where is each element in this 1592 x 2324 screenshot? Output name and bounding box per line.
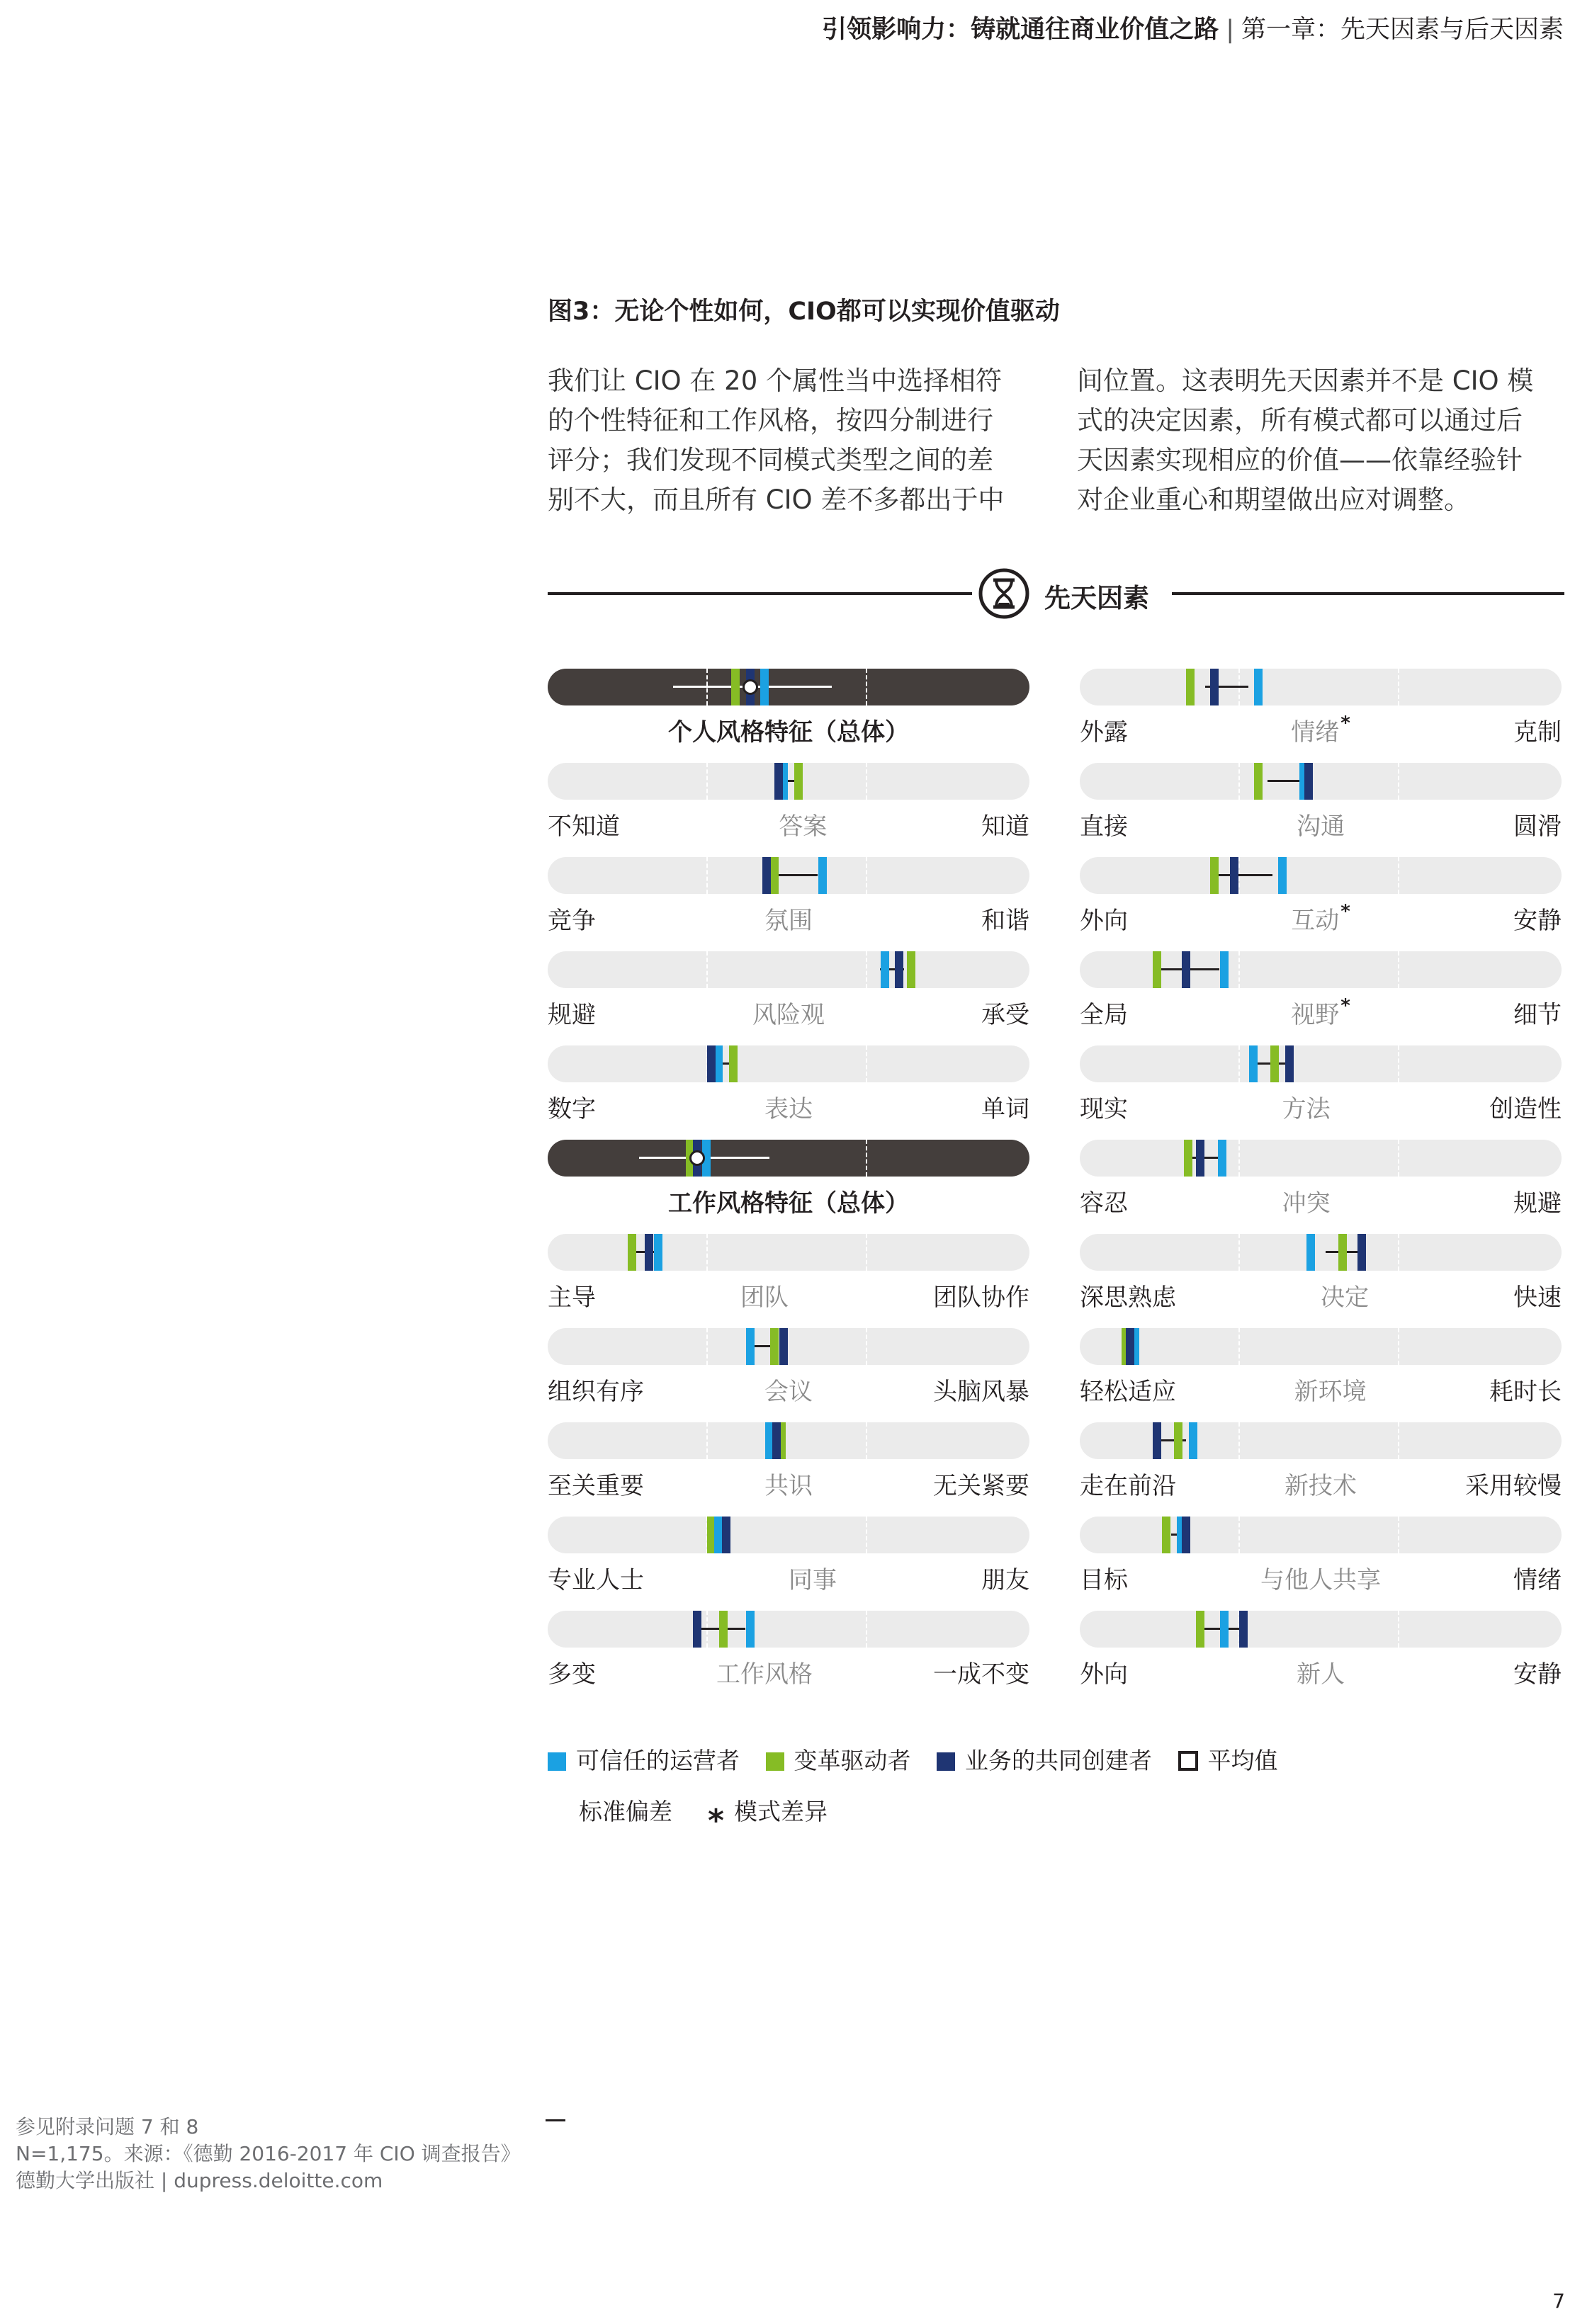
value-marker-business-cocreator <box>1239 1611 1248 1648</box>
scale-track <box>548 669 1029 705</box>
scale-topic-label: 新技术 <box>1285 1472 1357 1500</box>
scale-track <box>1080 1328 1562 1365</box>
summary-title: 个人风格特征（总体） <box>668 718 909 747</box>
value-marker-business-cocreator <box>1304 763 1313 800</box>
quartile-line <box>1398 669 1399 705</box>
quartile-line <box>866 1045 867 1082</box>
scale-track <box>1080 1234 1562 1271</box>
scale-track <box>1080 1045 1562 1082</box>
scale-right-label: 情绪 <box>1513 1566 1562 1594</box>
paragraph-line: 式的决定因素，所有模式都可以通过后 <box>1077 405 1523 436</box>
value-marker-change-instigator <box>1210 857 1219 894</box>
legend-item-average <box>1178 1742 1278 1776</box>
std-dev-line <box>1190 1157 1219 1159</box>
value-marker-change-instigator <box>731 669 740 705</box>
average-marker <box>689 1150 705 1166</box>
scale-track <box>548 1611 1029 1648</box>
scale-right-label: 知道 <box>981 812 1029 841</box>
scale-left-label: 容忍 <box>1080 1189 1128 1218</box>
trait-row <box>548 857 1029 935</box>
scale-topic-label: 工作风格 <box>716 1660 813 1689</box>
quartile-line <box>706 857 708 894</box>
scale-topic-label: 同事 <box>789 1566 837 1594</box>
legend-item-change-instigator <box>766 1742 911 1776</box>
scale-left-label: 不知道 <box>548 812 620 841</box>
average-marker <box>743 679 758 695</box>
scale-track <box>1080 1611 1562 1648</box>
value-marker-trusted-operator <box>1249 1045 1258 1082</box>
scale-track <box>548 1422 1029 1459</box>
scale-topic-label: 视野* <box>1291 995 1350 1029</box>
value-marker-change-instigator <box>1174 1422 1182 1459</box>
value-marker-change-instigator <box>1184 1140 1192 1177</box>
scale-track <box>548 1045 1029 1082</box>
running-header <box>822 10 1564 45</box>
summary-title: 工作风格特征（总体） <box>668 1189 909 1218</box>
legend-label: 平均值 <box>1207 1747 1278 1774</box>
scale-track <box>1080 1140 1562 1177</box>
quartile-line <box>1238 1234 1240 1271</box>
value-marker-change-instigator <box>1153 951 1161 988</box>
value-marker-change-instigator <box>794 763 803 800</box>
value-marker-business-cocreator <box>1126 1328 1134 1365</box>
scale-left-label: 深思熟虑 <box>1080 1283 1176 1312</box>
value-marker-trusted-operator <box>654 1234 662 1271</box>
scale-right-label: 细节 <box>1513 1001 1562 1029</box>
scale-track <box>548 1140 1029 1177</box>
scale-topic-label: 共识 <box>764 1472 813 1500</box>
quartile-line <box>1238 1140 1240 1177</box>
scale-right-label: 承受 <box>981 1001 1029 1029</box>
value-marker-change-instigator <box>719 1611 728 1648</box>
scale-left-label: 走在前沿 <box>1080 1472 1176 1500</box>
scale-right-label: 圆滑 <box>1513 812 1562 841</box>
summary-row <box>548 669 1029 747</box>
scale-right-label: 安静 <box>1513 1660 1562 1689</box>
quartile-line <box>1238 1045 1240 1082</box>
scale-topic-label: 答案 <box>779 812 828 841</box>
paragraph-line: 的个性特征和工作风格，按四分制进行 <box>548 405 993 436</box>
scale-right-label: 和谐 <box>981 907 1029 935</box>
quartile-line <box>1238 1517 1240 1553</box>
scale-topic-label: 氛围 <box>764 907 813 935</box>
scale-left-label: 至关重要 <box>548 1472 644 1500</box>
value-marker-trusted-operator <box>818 857 827 894</box>
quartile-line <box>706 763 708 800</box>
quartile-line <box>1398 1328 1399 1365</box>
scale-topic-label: 会议 <box>764 1378 813 1406</box>
trait-row <box>1080 1045 1562 1123</box>
figure-title: 图3：无论个性如何，CIO都可以实现价值驱动 <box>548 297 1060 326</box>
scale-topic-label: 沟通 <box>1297 812 1345 841</box>
scale-track <box>548 1234 1029 1271</box>
trait-row <box>548 1234 1029 1312</box>
trait-row <box>548 951 1029 1029</box>
quartile-line <box>1398 1234 1399 1271</box>
trait-row <box>548 1328 1029 1406</box>
quartile-line <box>866 669 867 705</box>
scale-track <box>548 1328 1029 1365</box>
trait-row <box>1080 951 1562 1029</box>
value-marker-trusted-operator <box>746 1611 755 1648</box>
scale-left-label: 全局 <box>1080 1001 1128 1029</box>
quartile-line <box>1238 1422 1240 1459</box>
star-icon: * <box>1340 901 1350 922</box>
trait-row <box>1080 1328 1562 1406</box>
scale-left-label: 专业人士 <box>548 1566 644 1594</box>
footer-line: N=1,175。来源：《德勤 2016-2017 年 CIO 调查报告》 <box>16 2142 521 2165</box>
scale-left-label: 直接 <box>1080 812 1128 841</box>
trait-row <box>1080 1517 1562 1594</box>
value-marker-trusted-operator <box>760 669 769 705</box>
scale-left-label: 主导 <box>548 1283 596 1312</box>
legend-item-business-cocreator <box>937 1742 1152 1776</box>
scale-right-label: 克制 <box>1513 718 1562 747</box>
scale-right-label: 采用较慢 <box>1465 1472 1562 1500</box>
trait-row <box>548 1045 1029 1123</box>
scale-topic-label: 新人 <box>1297 1660 1345 1689</box>
trait-row <box>1080 763 1562 841</box>
scale-topic-label: 决定 <box>1321 1283 1369 1312</box>
legend-swatch <box>548 1752 566 1771</box>
scale-track <box>548 763 1029 800</box>
star-icon: * <box>1340 713 1350 734</box>
std-dev-label: 标准偏差 <box>579 1798 672 1825</box>
value-marker-business-cocreator <box>722 1517 730 1553</box>
trait-row <box>548 1611 1029 1689</box>
quartile-line <box>706 951 708 988</box>
header-separator: | <box>1226 16 1234 44</box>
star-icon: * <box>1340 995 1350 1016</box>
trait-row <box>1080 669 1562 747</box>
value-marker-business-cocreator <box>1285 1045 1294 1082</box>
legend-swatch <box>766 1752 784 1771</box>
scale-right-label: 规避 <box>1513 1189 1562 1218</box>
footer-line: 德勤大学出版社 | dupress.deloitte.com <box>16 2169 383 2192</box>
legend-swatch <box>1178 1751 1198 1771</box>
quartile-line <box>866 1328 867 1365</box>
quartile-line <box>866 1422 867 1459</box>
value-marker-business-cocreator <box>693 1611 701 1648</box>
legend <box>548 1742 1297 1776</box>
legend-label: 变革驱动者 <box>794 1747 911 1774</box>
footer-notes <box>16 2114 521 2194</box>
value-marker-change-instigator <box>1196 1611 1204 1648</box>
value-marker-business-cocreator <box>762 857 771 894</box>
scale-right-label: 安静 <box>1513 907 1562 935</box>
value-marker-business-cocreator <box>645 1234 653 1271</box>
scale-left-label: 目标 <box>1080 1566 1128 1594</box>
quartile-line <box>1238 1328 1240 1365</box>
legend-label: 业务的共同创建者 <box>965 1747 1152 1774</box>
value-marker-change-instigator <box>628 1234 636 1271</box>
std-dev-line <box>774 874 818 876</box>
quartile-line <box>1398 951 1399 988</box>
trait-row <box>1080 1234 1562 1312</box>
value-marker-trusted-operator <box>1306 1234 1315 1271</box>
scale-left-label: 轻松适应 <box>1080 1378 1176 1406</box>
value-marker-business-cocreator <box>1153 1422 1161 1459</box>
scale-track <box>548 1517 1029 1553</box>
trait-row <box>548 1517 1029 1594</box>
quartile-line <box>866 1517 867 1553</box>
value-marker-trusted-operator <box>1220 1611 1229 1648</box>
legend-secondary <box>548 1793 828 1839</box>
quartile-line <box>1398 1517 1399 1553</box>
value-marker-trusted-operator <box>1189 1422 1197 1459</box>
value-marker-trusted-operator <box>1278 857 1287 894</box>
trait-row <box>1080 1422 1562 1500</box>
scale-track <box>1080 763 1562 800</box>
scale-track <box>1080 951 1562 988</box>
hourglass-icon <box>978 567 1030 620</box>
value-marker-business-cocreator <box>1357 1234 1366 1271</box>
value-marker-trusted-operator <box>1220 951 1229 988</box>
scale-right-label: 朋友 <box>981 1566 1029 1594</box>
value-marker-change-instigator <box>1338 1234 1347 1271</box>
trait-row <box>1080 1140 1562 1218</box>
value-marker-change-instigator <box>1254 763 1263 800</box>
value-marker-trusted-operator <box>1254 669 1263 705</box>
page-number: 7 <box>1552 2289 1565 2313</box>
section-label: 先天因素 <box>1044 583 1149 613</box>
quartile-line <box>866 951 867 988</box>
scale-track <box>1080 1517 1562 1553</box>
quartile-line <box>866 857 867 894</box>
value-marker-business-cocreator <box>707 1045 716 1082</box>
scale-left-label: 数字 <box>548 1095 596 1123</box>
scale-left-label: 外露 <box>1080 718 1128 747</box>
footer-line: 参见附录问题 7 和 8 <box>16 2115 199 2138</box>
value-marker-change-instigator <box>1162 1517 1170 1553</box>
quartile-line <box>1238 763 1240 800</box>
legend-item-trusted-operator <box>548 1742 740 1776</box>
value-marker-business-cocreator <box>1182 1517 1190 1553</box>
scale-track <box>1080 857 1562 894</box>
scale-left-label: 组织有序 <box>548 1378 644 1406</box>
value-marker-trusted-operator <box>714 1045 723 1082</box>
value-marker-change-instigator <box>770 1328 779 1365</box>
chapter-title: 第一章：先天因素与后天因素 <box>1241 16 1564 44</box>
trait-row <box>548 1422 1029 1500</box>
value-marker-business-cocreator <box>895 951 903 988</box>
quartile-line <box>866 763 867 800</box>
quartile-line <box>1398 1045 1399 1082</box>
scale-track <box>1080 1422 1562 1459</box>
scale-topic-label: 方法 <box>1282 1095 1331 1123</box>
scale-right-label: 头脑风暴 <box>933 1378 1029 1406</box>
paragraph-line: 别不大，而且所有 CIO 差不多都出于中 <box>548 484 1005 515</box>
scale-right-label: 耗时长 <box>1489 1378 1562 1406</box>
value-marker-business-cocreator <box>774 763 783 800</box>
std-dev-line <box>1214 874 1272 876</box>
value-marker-business-cocreator <box>1182 951 1190 988</box>
scale-left-label: 外向 <box>1080 1660 1128 1689</box>
report-title: 引领影响力：铸就通往商业价值之路 <box>822 16 1219 44</box>
scale-topic-label: 风险观 <box>752 1001 825 1029</box>
scale-topic-label: 团队 <box>740 1283 789 1312</box>
scale-right-label: 一成不变 <box>933 1660 1029 1689</box>
intro-paragraph-right <box>1077 361 1533 520</box>
quartile-line <box>706 1328 708 1365</box>
value-marker-change-instigator <box>770 857 779 894</box>
value-marker-trusted-operator <box>746 1328 755 1365</box>
paragraph-line: 对企业重心和期望做出应对调整。 <box>1077 484 1470 515</box>
footer-dash <box>546 2119 565 2121</box>
value-marker-business-cocreator <box>1230 857 1238 894</box>
trait-row <box>1080 857 1562 935</box>
quartile-line <box>1398 1140 1399 1177</box>
paragraph-line: 我们让 CIO 在 20 个属性当中选择相符 <box>548 365 1002 396</box>
scale-right-label: 单词 <box>981 1095 1029 1123</box>
scale-topic-label: 新环境 <box>1294 1378 1367 1406</box>
scale-right-label: 无关紧要 <box>933 1472 1029 1500</box>
scale-track <box>548 951 1029 988</box>
scale-left-label: 规避 <box>548 1001 596 1029</box>
pattern-diff-label: 模式差异 <box>734 1798 828 1825</box>
quartile-line <box>866 1611 867 1648</box>
quartile-line <box>866 1234 867 1271</box>
value-marker-change-instigator <box>1186 669 1195 705</box>
quartile-line <box>1398 1422 1399 1459</box>
scale-left-label: 外向 <box>1080 907 1128 935</box>
quartile-line <box>1398 857 1399 894</box>
scale-left-label: 现实 <box>1080 1095 1128 1123</box>
quartile-line <box>1398 763 1399 800</box>
value-marker-trusted-operator <box>881 951 889 988</box>
value-marker-business-cocreator <box>1196 1140 1204 1177</box>
value-marker-change-instigator <box>729 1045 738 1082</box>
value-marker-business-cocreator <box>1210 669 1219 705</box>
scale-right-label: 创造性 <box>1489 1095 1562 1123</box>
paragraph-line: 天因素实现相应的价值——依靠经验针 <box>1077 445 1523 475</box>
scale-left-label: 多变 <box>548 1660 596 1689</box>
trait-row <box>548 763 1029 841</box>
quartile-line <box>706 1422 708 1459</box>
scale-topic-label: 表达 <box>764 1095 813 1123</box>
scale-track <box>548 857 1029 894</box>
legend-label: 可信任的运营者 <box>576 1747 740 1774</box>
scale-right-label: 快速 <box>1513 1283 1562 1312</box>
value-marker-change-instigator <box>907 951 915 988</box>
scale-topic-label: 互动* <box>1291 901 1350 935</box>
star-icon: * <box>708 1803 725 1839</box>
trait-row <box>1080 1611 1562 1689</box>
value-marker-change-instigator <box>1270 1045 1279 1082</box>
scale-topic-label: 与他人共享 <box>1260 1566 1381 1594</box>
scale-track <box>1080 669 1562 705</box>
scale-topic-label: 情绪* <box>1291 713 1350 747</box>
value-marker-business-cocreator <box>779 1328 788 1365</box>
quartile-line <box>1398 1611 1399 1648</box>
value-marker-trusted-operator <box>1218 1140 1226 1177</box>
quartile-line <box>1238 951 1240 988</box>
paragraph-line: 评分；我们发现不同模式类型之间的差 <box>548 445 993 475</box>
legend-swatch <box>937 1752 955 1771</box>
scale-right-label: 团队协作 <box>933 1283 1029 1312</box>
scale-topic-label: 冲突 <box>1282 1189 1331 1218</box>
quartile-line <box>706 1234 708 1271</box>
paragraph-line: 间位置。这表明先天因素并不是 CIO 模 <box>1077 365 1534 396</box>
intro-paragraph-left <box>548 361 1004 520</box>
summary-row <box>548 1140 1029 1218</box>
quartile-line <box>866 1140 867 1177</box>
scale-left-label: 竞争 <box>548 907 596 935</box>
value-marker-business-cocreator <box>772 1422 781 1459</box>
